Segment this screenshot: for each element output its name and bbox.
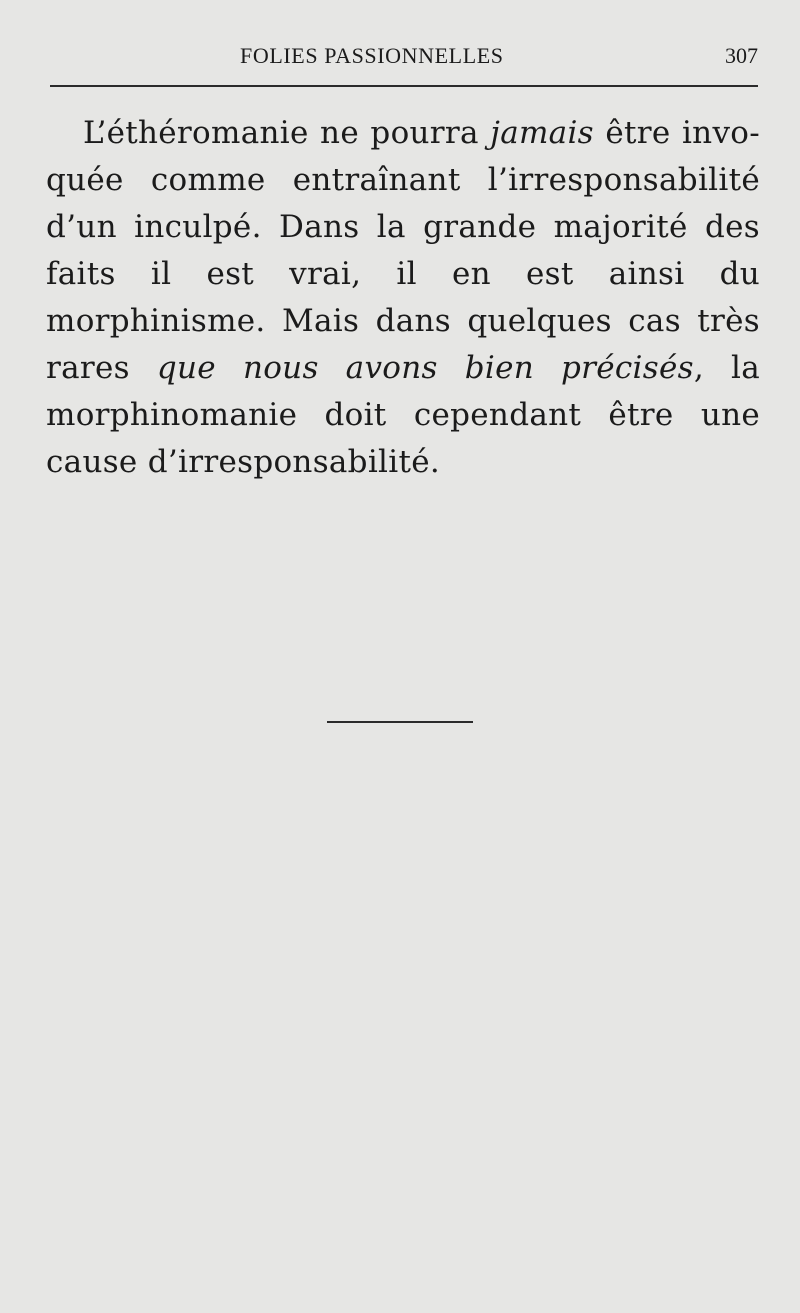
header-rule [50,85,758,87]
running-title: FOLIES PASSIONNELLES [240,43,504,68]
section-end-rule [327,721,473,723]
paragraph-text-2: être invo-quée comme entraînant l’irresponsabilité d’un inculpé. Dans la grande majorité des faits il est vrai, il en est ainsi du morphinisme. Mais dans quelques cas très rares [46,115,760,386]
page-number: 307 [725,43,758,68]
paragraph-text-1: L’éthéromanie ne pourra [83,115,491,151]
body-paragraph [46,110,760,486]
paragraph-text-3: , la morphinomanie doit cependant être une cause d’irresponsabilité. [46,350,761,480]
page-header [48,38,760,74]
paragraph-italic-2: que nous avons bien précisés [156,350,694,386]
paragraph-italic-1: jamais [490,115,594,151]
